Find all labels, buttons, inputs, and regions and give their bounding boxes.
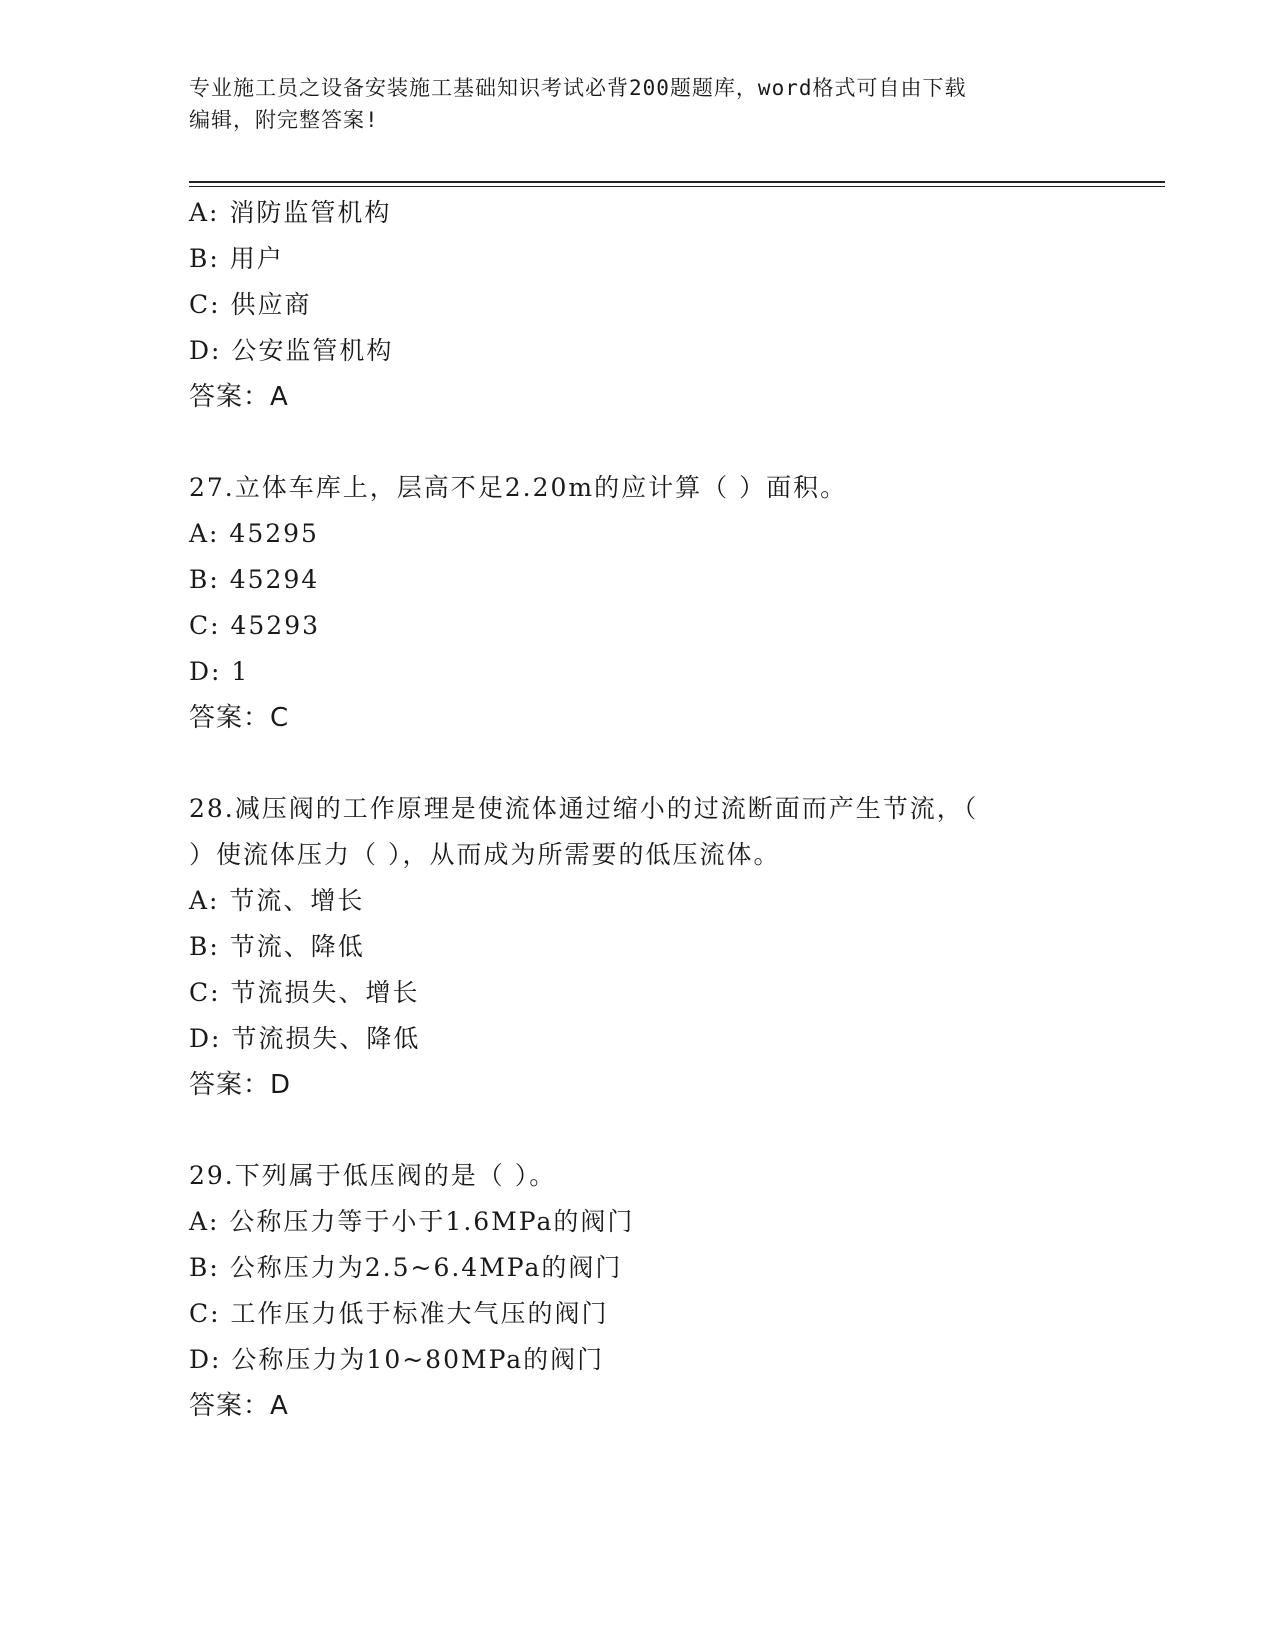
answer-line: 答案：A — [189, 1391, 289, 1421]
option-d: D: 公称压力为10~80MPa的阀门 — [189, 1345, 605, 1374]
answer-line: 答案：C — [189, 703, 290, 733]
option-a: A: 45295 — [189, 519, 319, 548]
answer-line: 答案：D — [189, 1070, 292, 1100]
question-26-continued — [189, 190, 1129, 420]
header-title-line-2: 编辑，附完整答案! — [189, 108, 379, 132]
option-b: B: 45294 — [189, 565, 320, 594]
spacer — [189, 420, 1129, 465]
option-a: A: 消防监管机构 — [189, 198, 392, 227]
question-stem-line-1: 28.减压阀的工作原理是使流体通过缩小的过流断面而产生节流，（ — [189, 794, 979, 823]
option-a: A: 节流、增长 — [189, 886, 365, 915]
option-c: C: 节流损失、增长 — [189, 978, 420, 1007]
header-title-line-1: 专业施工员之设备安装施工基础知识考试必背200题题库，word格式可自由下载 — [189, 76, 967, 100]
option-b: B: 用户 — [189, 244, 284, 273]
option-c: C: 供应商 — [189, 290, 312, 319]
question-stem: 29.下列属于低压阀的是（ ）。 — [189, 1161, 557, 1190]
question-stem: 27.立体车库上，层高不足2.20m的应计算（ ）面积。 — [189, 473, 848, 502]
option-a: A: 公称压力等于小于1.6MPa的阀门 — [189, 1207, 635, 1236]
option-b: B: 节流、降低 — [189, 932, 365, 961]
header-divider-thick — [189, 181, 1165, 183]
question-29 — [189, 1153, 1129, 1429]
option-c: C: 工作压力低于标准大气压的阀门 — [189, 1299, 609, 1328]
option-d: D: 1 — [189, 657, 250, 686]
spacer — [189, 1108, 1129, 1153]
option-c: C: 45293 — [189, 611, 321, 640]
option-d: D: 节流损失、降低 — [189, 1024, 421, 1053]
question-27 — [189, 465, 1129, 741]
header-divider-thin — [189, 186, 1165, 187]
option-d: D: 公安监管机构 — [189, 336, 394, 365]
question-stem-line-2: ）使流体压力（ ），从而成为所需要的低压流体。 — [189, 840, 781, 869]
answer-line: 答案：A — [189, 382, 289, 412]
document-header — [189, 72, 1089, 136]
question-28 — [189, 786, 1129, 1108]
option-b: B: 公称压力为2.5~6.4MPa的阀门 — [189, 1253, 623, 1282]
question-list — [189, 190, 1129, 1429]
spacer — [189, 741, 1129, 786]
